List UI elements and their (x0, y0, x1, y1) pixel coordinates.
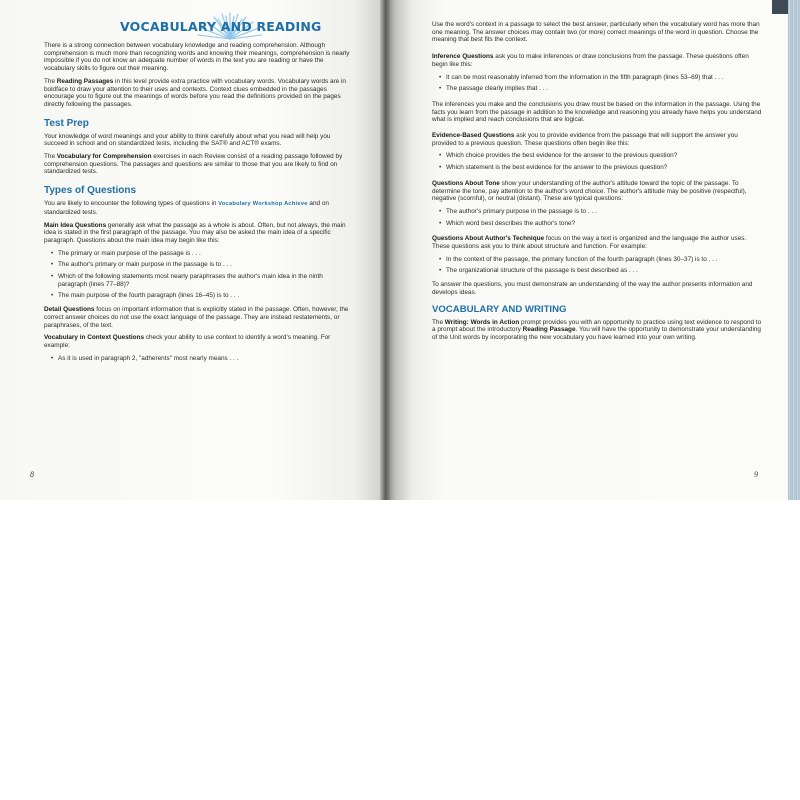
inference-term: Inference Questions (432, 53, 494, 61)
technique-term: Questions About Author's Technique (432, 235, 545, 243)
list-item: • It can be most reasonably inferred from the information in the fifth paragraph (lines 53–69) that . . . (432, 74, 764, 82)
vocab-context-list (44, 355, 350, 363)
evidence-paragraph: Evidence-Based Questions ask you to provide evidence from the passage that will support the answer you provided to a previous question. These questions often begin like this: (432, 132, 738, 147)
vocab-context-paragraph: Vocabulary in Context Questions check your ability to use context to identify a word's meaning. For example: (44, 334, 331, 349)
list-item: • Which choice provides the best evidence for the answer to the previous question? (432, 152, 764, 160)
context-paragraph: Use the word's context in a passage to select the best answer, particularly when the vocabulary word has more than one meaning. The answer choices may contain two (or more) correct meanings of the word in question. Choose the meaning that best fits the context. (432, 21, 760, 44)
writing-term: Writing: Words in Action (444, 318, 520, 326)
main-idea-term: Main Idea Questions (44, 221, 107, 229)
list-item: • The passage clearly implies that . . . (432, 85, 764, 93)
intro-paragraph: There is a strong connection between vocabulary knowledge and reading comprehension. Although comprehension is much more than recognizing words and knowing their meanings, comprehension is nearly impossible if you do not know an adequate number of words in the text you are reading or have the vocabulary skills to figure out their meaning. (44, 42, 350, 73)
tone-paragraph: Questions About Tone show your understanding of the author's attitude toward the topic of the passage. To determine the tone, pay attention to the author's word choice. The author's attitude may be positive (respectful), negative (scornful), or neutral (distant). These are typical questions: (432, 179, 747, 203)
technique-list (432, 256, 764, 275)
technique-paragraph: Questions About Author's Technique focus on the way a text is organized and the language the author uses. These questions ask you to think about structure and function. For example: (432, 235, 747, 251)
list-item: • Which of the following statements most nearly paraphrases the author's main idea in the ninth paragraph (lines 77–88)? (44, 273, 350, 288)
page-edge-tab (772, 0, 788, 14)
list-item: • As it is used in paragraph 2, "adherents" most nearly means . . . (44, 355, 350, 363)
test-prep-heading: Test Prep (44, 117, 89, 129)
list-item: • The primary or main purpose of the passage is . . . (44, 250, 350, 258)
page-title: VOCABULARY AND READING (120, 19, 322, 34)
technique-followup-paragraph: To answer the questions, you must demonstrate an understanding of the way the author presents information and develops ideas. (432, 281, 753, 296)
page-number-right: 9 (754, 470, 758, 479)
list-item: • The main purpose of the fourth paragraph (lines 16–45) is to . . . (44, 292, 350, 300)
reading-passages-term: Reading Passages (56, 77, 114, 85)
section-banner (100, 12, 322, 40)
types-of-questions-heading: Types of Questions (44, 185, 137, 197)
list-item: • The author's primary purpose in the passage is to . . . (432, 208, 764, 216)
inference-list (432, 74, 764, 93)
detail-paragraph: Detail Questions focus on important information that is explicitly stated in the passage. Often, however, the correct answer choices do not use the exact language of the passage. They are instead restatements, or paraphrases, of the text. (44, 306, 349, 329)
writing-paragraph: The Writing: Words in Action prompt provides you with an opportunity to practice using text evidence to respond to a prompt about the introductory Reading Passage. You will have the opportunity to demonstrate your understanding of the Unit words by incorporating the new vocabulary you have learned into your own writing. (432, 318, 762, 341)
detail-term: Detail Questions (44, 306, 95, 314)
inference-followup-paragraph: The inferences you make and the conclusions you draw must be based on the information in the passage. Using the facts you learn from the passage in addition to the knowledge and reasoning you already have helps you understand what is implied and reach conclusions that are logical. (432, 100, 762, 124)
list-item: • Which statement is the best evidence for the answer to the previous question? (432, 164, 764, 172)
book-spine (380, 0, 390, 500)
main-idea-paragraph: Main Idea Questions generally ask what the passage as a whole is about. Often, but not always, the main idea is stated in the first paragraph of the passage. You may also be asked the main idea of a specific paragraph. Questions about the main idea may begin like this: (44, 221, 346, 244)
tone-term: Questions About Tone (432, 179, 500, 187)
vocab-comprehension-paragraph: The Vocabulary for Comprehension exercises in each Review consist of a reading passage followed by comprehension questions. The passages and questions are similar to those that you are likely to find on standardized tests. (44, 153, 343, 176)
left-text-column (44, 42, 350, 368)
tone-list (432, 208, 764, 227)
main-idea-list (44, 250, 350, 301)
brand-name: Vocabulary Workshop Achieve (218, 201, 308, 208)
right-text-column (432, 21, 764, 347)
reading-passages-paragraph: The Reading Passages in this level provide extra practice with vocabulary words. Vocabulary words are in boldface to draw your attention to their uses and contexts. Context clues embedded in the passages encourage you to figure out the meanings of words before you read the definitions provided on the pages directly following the passages. (44, 77, 346, 108)
vocab-context-term: Vocabulary in Context Questions (44, 334, 145, 342)
list-item: • The author's primary or main purpose in the passage is to . . . (44, 261, 350, 269)
evidence-term: Evidence-Based Questions (432, 132, 515, 140)
list-item: • The organizational structure of the passage is best described as . . . (432, 267, 764, 275)
types-intro-paragraph: You are likely to encounter the following types of questions in Vocabulary Workshop Achieve and on standardized tests. (44, 200, 329, 216)
reading-passage-term: Reading Passage (522, 326, 576, 334)
vocabulary-writing-heading: VOCABULARY AND WRITING (432, 303, 567, 315)
page-edges (788, 0, 800, 500)
inference-paragraph: Inference Questions ask you to make inferences or draw conclusions from the passage. These questions often begin like this: (432, 53, 749, 68)
test-prep-paragraph: Your knowledge of word meanings and your ability to think carefully about what you read will help you succeed in school and on standardized tests, including the SAT® and ACT® exams. (44, 132, 331, 148)
evidence-list (432, 152, 764, 171)
list-item: • In the context of the passage, the primary function of the fourth paragraph (lines 30–37) is to . . . (432, 256, 764, 264)
vocab-comprehension-term: Vocabulary for Comprehension (56, 153, 152, 161)
page-number-left: 8 (30, 470, 34, 479)
list-item: • Which word best describes the author's tone? (432, 220, 764, 228)
